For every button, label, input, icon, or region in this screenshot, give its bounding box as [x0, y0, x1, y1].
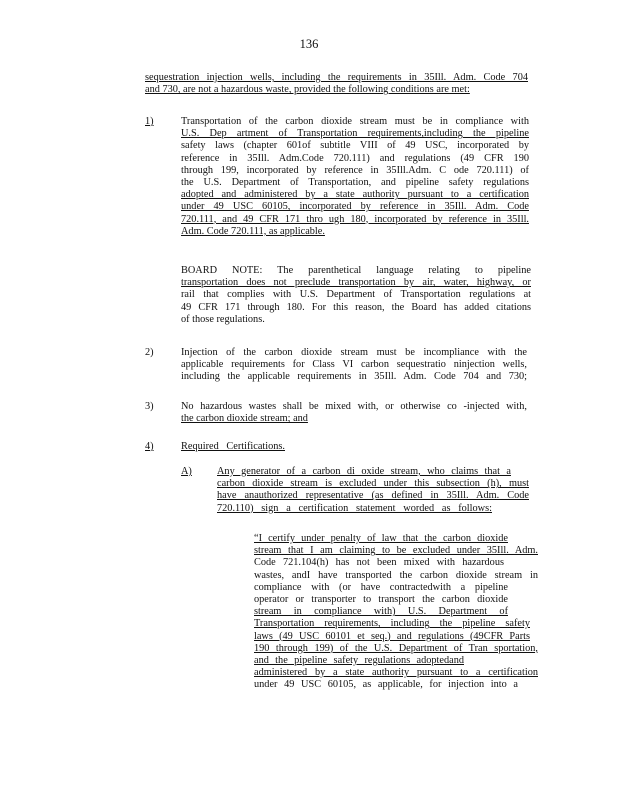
text-line: operator or transporter to transport the carbon dioxide — [254, 593, 508, 605]
text-line: wastes, andI have transported the carbon dioxide stream in — [254, 569, 538, 581]
text-line: carbon dioxide stream is excluded under this subsection (h), must — [217, 478, 529, 490]
text-line: through 199, incorporated by reference in 35Ill.Adm. C ode 720.111) of — [181, 164, 529, 176]
text-line: including the applicable requirements in 35Ill. Adm. Code 704 and 730; — [181, 371, 527, 383]
text-line: “I certify under penalty of law that the carbon dioxide — [254, 533, 508, 544]
condition-2-text — [181, 347, 527, 384]
text-line: under 49 USC 60105, incorporated by reference in 35Ill. Adm. Code — [181, 201, 529, 213]
text-line: sequestration injection wells, including the requirements in 35Ill. Adm. Code 704 — [145, 72, 528, 83]
text-line: No hazardous wastes shall be mixed with, or otherwise co -injected with, — [181, 401, 527, 412]
text-line: Transportation requirements, including the pipeline safety — [254, 618, 530, 630]
text-line: 190 through 199) of the U.S. Department of Tran sportation, — [254, 642, 538, 654]
condition-4-heading — [181, 441, 285, 453]
text-line: applicable requirements for Class VI carbon sequestratio ninjection wells, — [181, 359, 527, 371]
text-line: adopted and administered by a state authority pursuant to a certification — [181, 189, 529, 201]
text-line: reference in 35Ill. Adm.Code 720.111) and regulations (49 CFR 190 — [181, 152, 529, 164]
condition-number: 1) — [145, 116, 154, 127]
intro-paragraph — [145, 72, 528, 96]
text-line: the U.S. Department of Transportation, and pipeline safety regulations — [181, 176, 529, 188]
text-line: Any generator of a carbon di oxide stream, who claims that a — [217, 466, 511, 477]
text-line: the carbon dioxide stream; and — [181, 413, 308, 425]
text-line: administered by a state authority pursuant to a certification — [254, 667, 538, 679]
text-line: compliance with (or have contractedwith a pipeline — [254, 581, 508, 593]
condition-1-text — [181, 116, 529, 238]
condition-3-text — [181, 401, 527, 425]
text-line: Required Certifications. — [181, 441, 285, 452]
text-line: 720.110) sign a certification statement worded as follows: — [217, 502, 492, 514]
condition-number: 3) — [145, 401, 154, 412]
text-line: 720.111, and 49 CFR 171 thro ugh 180, incorporated by reference in 35Ill. — [181, 213, 529, 225]
text-line: under 49 USC 60105, as applicable, for injection into a — [254, 679, 518, 691]
subitem-a-text — [217, 466, 529, 515]
text-line: and the pipeline safety regulations adoptedand — [254, 654, 464, 666]
text-line: stream in compliance with) U.S. Department of — [254, 606, 508, 618]
text-line: stream that I am claiming to be excluded under 35Ill. Adm. — [254, 545, 538, 557]
text-line: Transportation of the carbon dioxide stream must be in compliance with — [181, 116, 529, 127]
text-line: have anauthorized representative (as defined in 35Ill. Adm. Code — [217, 490, 529, 502]
text-line: transportation does not preclude transportation by air, water, highway, or — [181, 277, 531, 289]
board-note — [181, 265, 531, 326]
text-line: laws (49 USC 60101 et seq.) and regulations (49CFR Parts — [254, 630, 530, 642]
condition-number: 2) — [145, 347, 154, 358]
text-line: and 730, are not a hazardous waste, provided the following conditions are met: — [145, 84, 470, 96]
text-line: Injection of the carbon dioxide stream must be incompliance with the — [181, 347, 527, 358]
certification-quote — [254, 533, 538, 691]
condition-number: 4) — [145, 441, 154, 452]
text-line: BOARD NOTE: The parenthetical language relating to pipeline — [181, 265, 531, 276]
subitem-letter: A) — [181, 466, 192, 477]
text-line: 49 CFR 171 through 180. For this reason, the Board has added citations — [181, 301, 531, 313]
text-line: of those regulations. — [181, 313, 265, 325]
text-line: Code 721.104(h) has not been mixed with hazardous — [254, 557, 504, 569]
text-line: rail that complies with U.S. Department of Transportation regulations at — [181, 289, 531, 301]
text-line: safety laws (chapter 601of subtitle VIII of 49 USC, incorporated by — [181, 140, 529, 152]
text-line: U.S. Dep artment of Transportation requirements,including the pipeline — [181, 128, 529, 140]
page-number: 136 — [299, 37, 319, 51]
text-line: Adm. Code 720.111, as applicable. — [181, 225, 325, 237]
